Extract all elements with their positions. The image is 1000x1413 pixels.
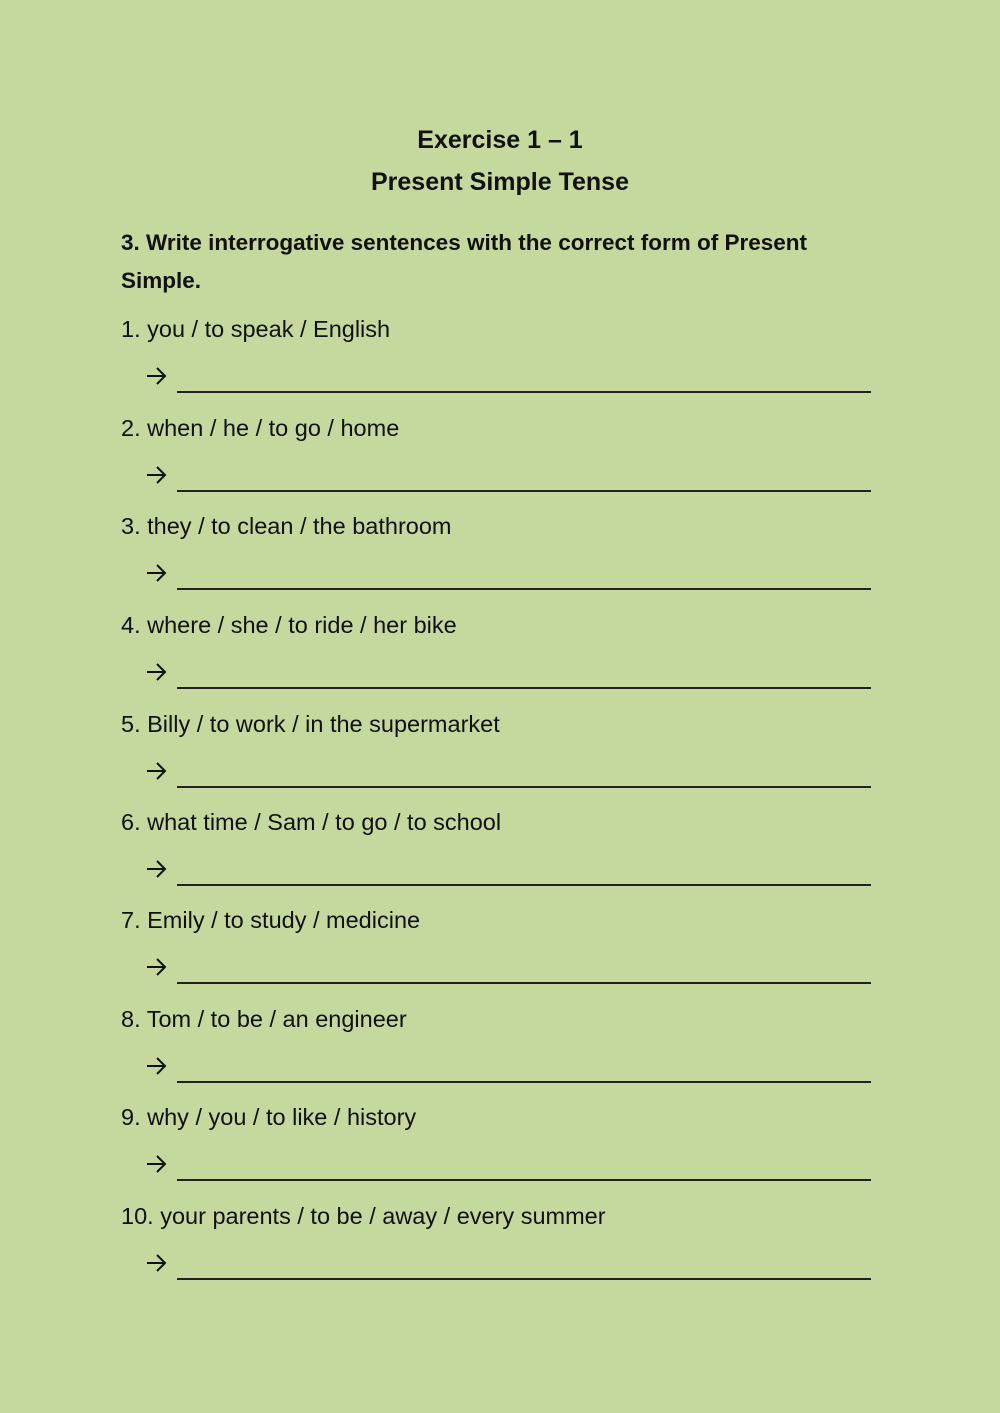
answer-row — [145, 1051, 871, 1083]
answer-line[interactable] — [177, 884, 871, 886]
item-prompt: 2. when / he / to go / home — [121, 415, 400, 441]
exercise-item-9 — [121, 1103, 881, 1195]
item-prompt: 10. your parents / to be / away / every summer — [121, 1203, 606, 1229]
answer-line[interactable] — [177, 490, 871, 492]
answer-line[interactable] — [177, 786, 871, 788]
answer-line[interactable] — [177, 588, 871, 590]
right-arrow-icon — [145, 562, 169, 584]
exercise-item-7 — [121, 906, 881, 998]
exercise-item-5 — [121, 710, 881, 802]
item-prompt: 1. you / to speak / English — [121, 316, 391, 342]
answer-row — [145, 558, 871, 590]
answer-row — [145, 952, 871, 984]
answer-row — [145, 854, 871, 886]
exercise-item-10 — [121, 1202, 881, 1294]
item-prompt: 6. what time / Sam / to go / to school — [121, 809, 502, 835]
exercise-item-2 — [121, 414, 881, 506]
exercise-item-6 — [121, 808, 881, 900]
answer-line[interactable] — [177, 982, 871, 984]
answer-line[interactable] — [177, 1179, 871, 1181]
exercise-title: Exercise 1 – 1 — [417, 126, 583, 154]
item-prompt: 5. Billy / to work / in the supermarket — [121, 711, 500, 737]
answer-row — [145, 1149, 871, 1181]
item-prompt: 8. Tom / to be / an engineer — [121, 1006, 407, 1032]
instruction-text: 3. Write interrogative sentences with the correct form of Present Simple. — [121, 230, 808, 293]
item-prompt: 9. why / you / to like / history — [121, 1104, 417, 1130]
right-arrow-icon — [145, 760, 169, 782]
exercise-subtitle: Present Simple Tense — [371, 168, 629, 196]
right-arrow-icon — [145, 956, 169, 978]
exercise-item-1 — [121, 315, 881, 407]
exercise-item-8 — [121, 1005, 881, 1097]
exercise-item-4 — [121, 611, 881, 703]
answer-row — [145, 756, 871, 788]
right-arrow-icon — [145, 661, 169, 683]
answer-line[interactable] — [177, 1081, 871, 1083]
exercise-item-3 — [121, 512, 881, 604]
right-arrow-icon — [145, 1252, 169, 1274]
answer-row — [145, 657, 871, 689]
right-arrow-icon — [145, 1055, 169, 1077]
answer-row — [145, 1248, 871, 1280]
right-arrow-icon — [145, 464, 169, 486]
answer-line[interactable] — [177, 1278, 871, 1280]
right-arrow-icon — [145, 1153, 169, 1175]
right-arrow-icon — [145, 365, 169, 387]
answer-row — [145, 361, 871, 393]
answer-line[interactable] — [177, 391, 871, 393]
item-prompt: 7. Emily / to study / medicine — [121, 907, 421, 933]
right-arrow-icon — [145, 858, 169, 880]
answer-row — [145, 460, 871, 492]
answer-line[interactable] — [177, 687, 871, 689]
item-prompt: 3. they / to clean / the bathroom — [121, 513, 452, 539]
item-prompt: 4. where / she / to ride / her bike — [121, 612, 457, 638]
